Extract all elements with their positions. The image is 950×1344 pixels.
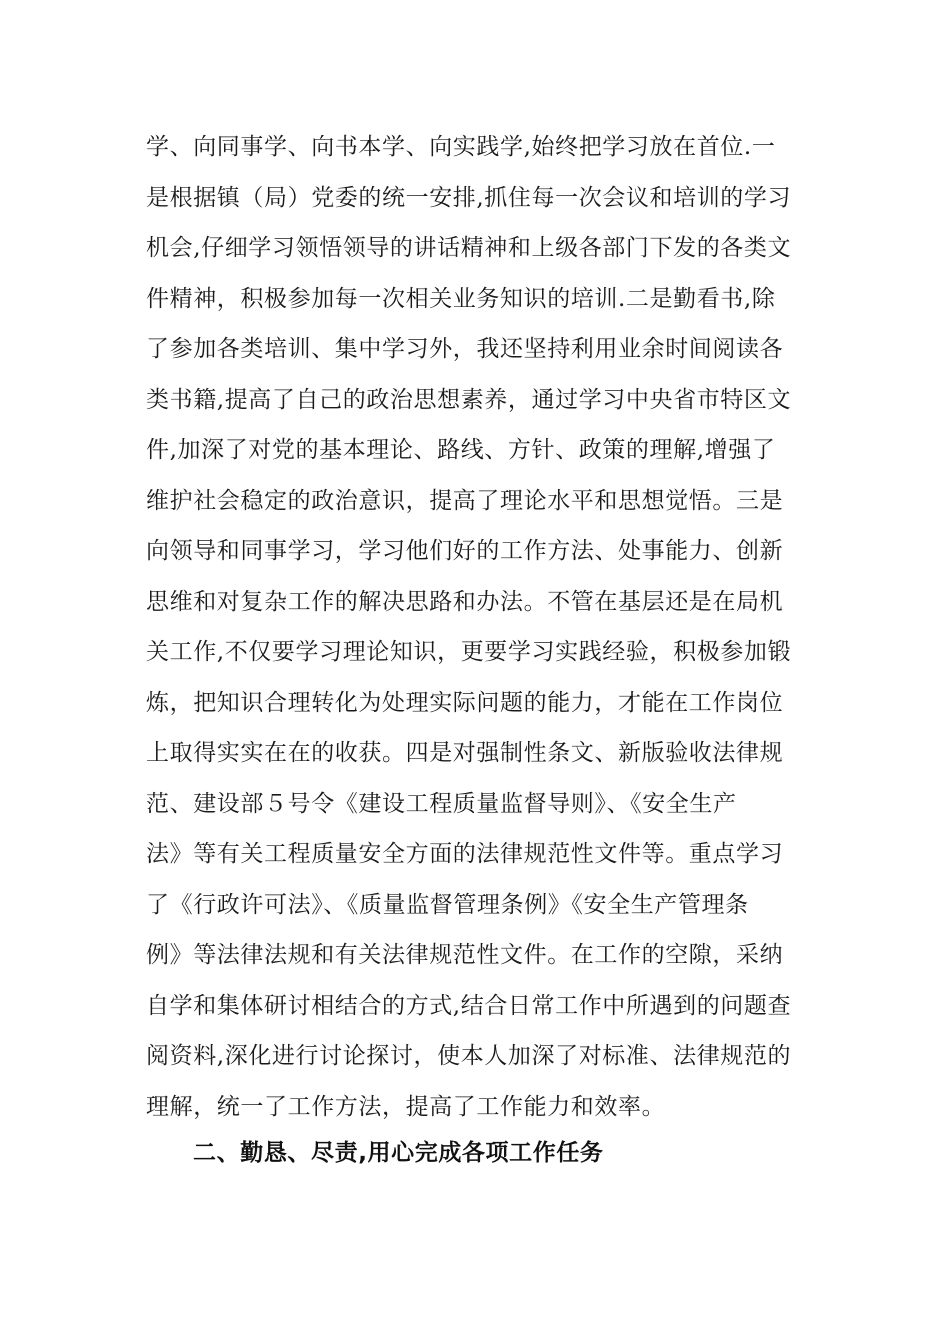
section-heading: 二、勤恳、尽责,用心完成各项工作任务 [193, 1140, 604, 1166]
paragraph-line: 维护社会稳定的政治意识，提高了理论水平和思想觉悟。三是 [146, 487, 784, 514]
paragraph-line: 机会,仔细学习领悟领导的讲话精神和上级各部门下发的各类文 [146, 235, 792, 261]
paragraph-line: 了《行政许可法》、《质量监督管理条例》《安全生产管理条 [146, 891, 749, 918]
paragraph-line: 上取得实实在在的收获。四是对强制性条文、新版验收法律规 [146, 740, 784, 766]
paragraph-line: 学、向同事学、向书本学、向实践学,始终把学习放在首位.一 [146, 134, 776, 160]
paragraph-line: 类书籍,提高了自己的政治思想素养，通过学习中央省市特区文 [146, 386, 792, 413]
paragraph-line: 例》等法律法规和有关法律规范性文件。在工作的空隙，采纳 [146, 942, 784, 968]
paragraph-line: 阅资料,深化进行讨论探讨，使本人加深了对标准、法律规范的 [146, 1043, 792, 1069]
paragraph-line: 了参加各类培训、集中学习外，我还坚持利用业余时间阅读各 [146, 336, 784, 362]
paragraph-line: 思维和对复杂工作的解决思路和办法。不管在基层还是在局机 [146, 588, 784, 615]
paragraph-line: 是根据镇（局）党委的统一安排,抓住每一次会议和培训的学习 [146, 184, 792, 211]
paragraph-line: 法》等有关工程质量安全方面的法律规范性文件等。重点学习 [146, 841, 784, 867]
paragraph-line: 件精神，积极参加每一次相关业务知识的培训.二是勤看书,除 [146, 285, 776, 312]
paragraph-line: 范、建设部５号令《建设工程质量监督导则》、《安全生产 [146, 790, 737, 817]
paragraph-line: 向领导和同事学习，学习他们好的工作方法、处事能力、创新 [146, 538, 784, 564]
paragraph-line: 炼，把知识合理转化为处理实际问题的能力，才能在工作岗位 [146, 689, 784, 716]
paragraph-line: 自学和集体研讨相结合的方式,结合日常工作中所遇到的问题查 [146, 992, 792, 1019]
paragraph-line: 件,加深了对党的基本理论、路线、方针、政策的理解,增强了 [146, 437, 776, 463]
paragraph-line: 理解，统一了工作方法，提高了工作能力和效率。 [146, 1093, 666, 1120]
paragraph-line: 关工作,不仅要学习理论知识，更要学习实践经验，积极参加锻 [146, 639, 792, 665]
body-paragraph [146, 132, 816, 1142]
